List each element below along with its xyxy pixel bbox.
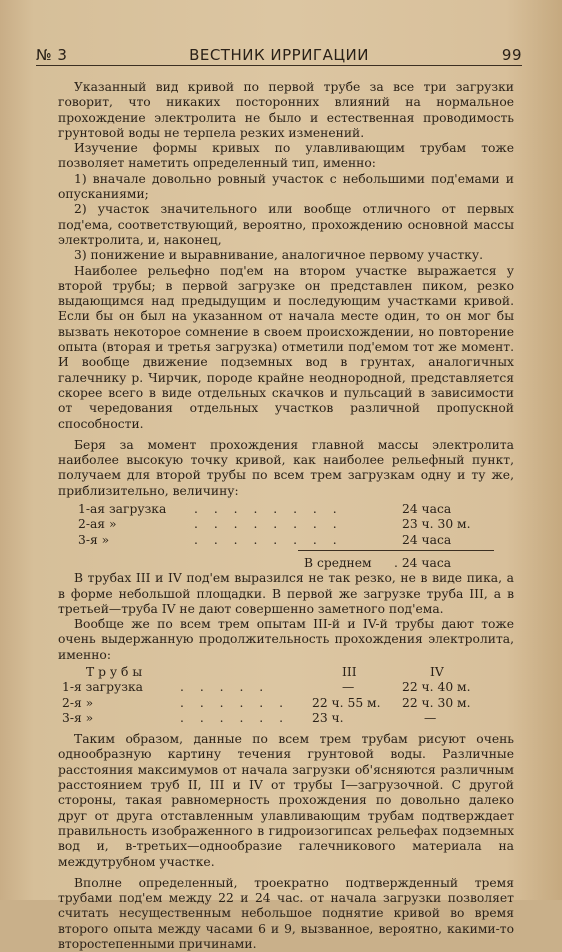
table-row bbox=[58, 711, 514, 726]
row-dots: . . . . . . bbox=[180, 695, 289, 710]
row-label: 3-я » bbox=[78, 532, 110, 547]
cell-iv: 22 ч. 30 м. bbox=[402, 695, 471, 710]
total-label: В среднем bbox=[304, 555, 372, 570]
total-value: . 24 часа bbox=[394, 555, 452, 570]
row-dots: . . . . . . . . bbox=[194, 517, 343, 532]
table-total-row bbox=[58, 556, 514, 571]
article-body bbox=[58, 80, 514, 952]
paragraph: 1) вначале довольно ровный участок с небольшими под'емами и опусканиями; bbox=[58, 171, 514, 202]
row-label: 2-я » bbox=[62, 695, 94, 710]
row-label: 2-ая » bbox=[78, 517, 117, 532]
row-label: 1-я загрузка bbox=[62, 680, 143, 695]
row-label: 1-ая загрузка bbox=[78, 502, 167, 517]
paragraph: Вообще же по всем трем опытам III-й и IV-й трубы дают тоже очень выдержанную продолжительность прохождения электролита, именно: bbox=[58, 617, 514, 662]
journal-title: ВЕСТНИК ИРРИГАЦИИ bbox=[189, 46, 369, 64]
row-value: 23 ч. 30 м. bbox=[402, 517, 471, 532]
paragraph: Таким образом, данные по всем трем трубам рисуют очень однообразную картину течения грунтовой воды. Различные расстояния максимумов от начала загрузки об'ясняются различным расстоянием труб II, III и IV от трубы I—загрузочной. С другой стороны, такая равномерность прохождения по довольно далеко друг от друга отставленным улавливающим трубам подтверждает правильность изображенного в гидроизогипсах рельефах подземных вод и, в-третьих—однообразие галечникового материала на междутрубном участке. bbox=[58, 732, 514, 869]
col-header-iv: IV bbox=[430, 664, 444, 679]
paragraph: Беря за момент прохождения главной массы электролита наиболее высокую точку кривой, как наиболее рельефный пункт, получаем для второй трубы по всем трем загрузкам одну и ту же, приблизительно, величину: bbox=[58, 437, 514, 498]
row-value: 24 часа bbox=[402, 532, 452, 547]
paragraph: Наиболее рельефно под'ем на втором участке выражается у второй трубы; в первой загрузке он представлен пиком, резко выдающимся над предыдущим и последующим участками кривой. Если бы он был на указанном от начала месте один, то он мог бы вызвать некоторое сомнение в своем происхождении, но повторение опыта (вторая и третья загрузка) отметили под'емом тот же момент. И вообще движение подземных вод в грунтах, аналогичных галечнику р. Чирчик, породе крайне неоднородной, представляется скорее всего в виде отдельных скачков и пульсаций в зависимости от чередования отдельных участков различной пропускной способности. bbox=[58, 263, 514, 431]
table-row bbox=[58, 533, 514, 548]
header-rule bbox=[36, 65, 522, 66]
cell-iii: 22 ч. 55 м. bbox=[312, 695, 381, 710]
table-row bbox=[58, 502, 514, 517]
row-dots: . . . . . . . . bbox=[194, 532, 343, 547]
paragraph: 2) участок значительного или вообще отличного от первых под'ема, соответствующий, вероятно, прохождению основной массы электролита, и, наконец, bbox=[58, 202, 514, 247]
cell-iv: 22 ч. 40 м. bbox=[402, 680, 471, 695]
paragraph: В трубах III и IV под'ем выразился не так резко, не в виде пика, а в форме небольшой площадки. В первой же загрузке труба III, а в третьей—труба IV не дают совершенно заметного под'ема. bbox=[58, 571, 514, 616]
row-dots: . . . . . . . . bbox=[194, 502, 343, 517]
cell-iii: 23 ч. bbox=[312, 710, 344, 725]
col-header-label: Т р у б ы bbox=[86, 664, 143, 679]
cell-iii: — bbox=[342, 680, 355, 695]
pipe-time-table bbox=[58, 665, 514, 726]
row-label: 3-я » bbox=[62, 710, 94, 725]
table-row bbox=[58, 680, 514, 695]
paragraph: Вполне определенный, троекратно подтвержденный тремя трубами под'ем между 22 и 24 час. от начала загрузки позволяет считать несущественным небольшое поднятие кривой во время второго опыта между часами 6 и 9, вызванное, вероятно, какими-то второстепенными причинами. bbox=[58, 875, 514, 952]
table-header-row bbox=[58, 665, 514, 680]
row-dots: . . . . . . bbox=[180, 710, 289, 725]
paragraph: Указанный вид кривой по первой трубе за все три загрузки говорит, что никаких посторонних влияний на нормальное прохождение электролита не было и естественная проводимость грунтовой воды не терпела резких изменений. bbox=[58, 80, 514, 140]
row-dots: . . . . . bbox=[180, 680, 270, 695]
table-row bbox=[58, 696, 514, 711]
page-number: 99 bbox=[501, 46, 522, 64]
row-value: 24 часа bbox=[402, 502, 452, 517]
table-row bbox=[58, 517, 514, 532]
sum-rule bbox=[298, 550, 494, 551]
col-header-iii: III bbox=[342, 664, 357, 679]
load-time-table bbox=[58, 502, 514, 571]
cell-iv: — bbox=[424, 710, 437, 725]
issue-number: № 3 bbox=[36, 46, 68, 64]
paragraph: Изучение формы кривых по улавливающим трубам тоже позволяет наметить определенный тип, именно: bbox=[58, 141, 514, 171]
paragraph: 3) понижение и выравнивание, аналогичное первому участку. bbox=[74, 248, 483, 263]
